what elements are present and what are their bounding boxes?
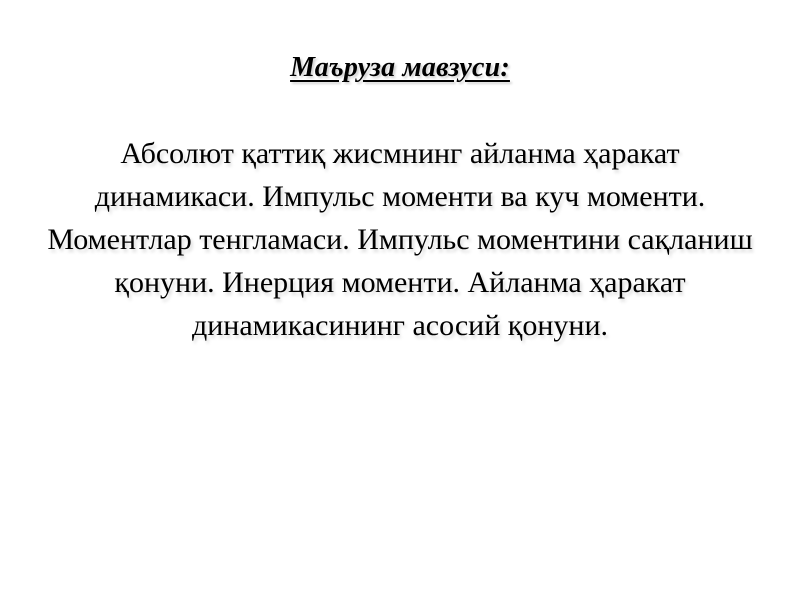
slide-body-text: Абсолют қаттиқ жисмнинг айланма ҳаракат динамикаси. Импульс моменти ва куч моменти. Моментлар тенгламаси. Импульс моментини сақланиш қонуни. Инерция моменти. Айланма ҳаракат динамикасининг асосий қонуни. [47, 137, 753, 342]
slide-title: Маъруза мавзуси: [290, 52, 510, 83]
